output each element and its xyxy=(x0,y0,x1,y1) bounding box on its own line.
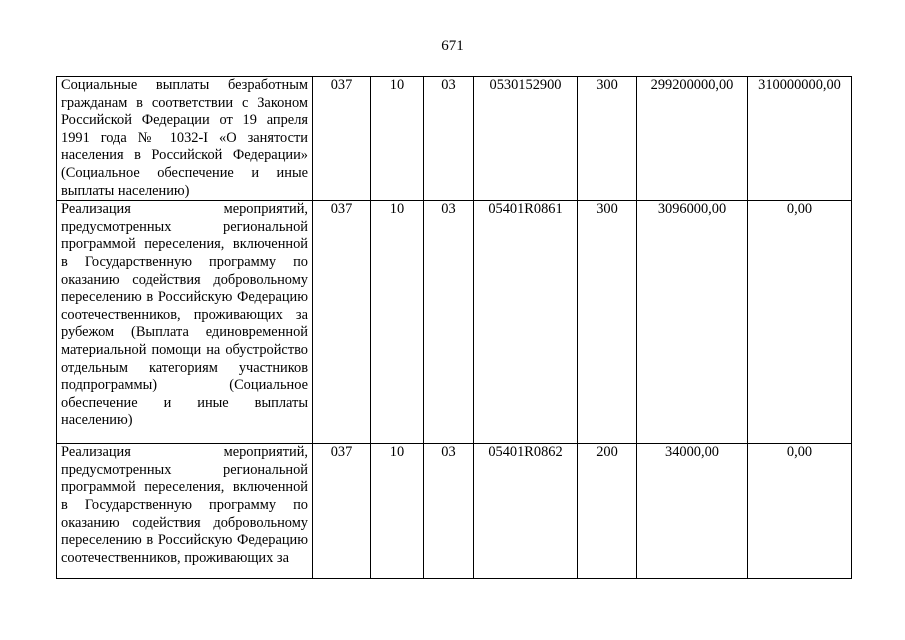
target-article-code: 05401R0862 xyxy=(474,444,578,579)
row-description: Социальные выплаты безработным гражданам в соответствии с Законом Российской Федерации от 19 апреля 1991 года № 1032-I «О занятости населения в Российской Федерации» (Социальное обеспечение и иные выплаты населению) xyxy=(57,77,313,201)
ministry-code: 037 xyxy=(313,201,371,444)
expense-type-code: 200 xyxy=(578,444,637,579)
subsection-code: 03 xyxy=(424,444,474,579)
sum-year1: 299200000,00 xyxy=(637,77,748,201)
budget-table xyxy=(56,76,852,579)
sum-year2: 0,00 xyxy=(748,444,852,579)
table-row xyxy=(57,77,852,201)
sum-year2: 310000000,00 xyxy=(748,77,852,201)
section-code: 10 xyxy=(371,444,424,579)
subsection-code: 03 xyxy=(424,77,474,201)
ministry-code: 037 xyxy=(313,77,371,201)
section-code: 10 xyxy=(371,77,424,201)
sum-year1: 3096000,00 xyxy=(637,201,748,444)
ministry-code: 037 xyxy=(313,444,371,579)
expense-type-code: 300 xyxy=(578,77,637,201)
sum-year1: 34000,00 xyxy=(637,444,748,579)
table-row xyxy=(57,444,852,579)
subsection-code: 03 xyxy=(424,201,474,444)
section-code: 10 xyxy=(371,201,424,444)
row-description: Реализация мероприятий, предусмотренных региональной программой переселения, включенной в Государственную программу по оказанию содействия добровольному переселению в Российскую Федерацию соотечественников, проживающих за рубежом (Выплата единовременной материальной помощи на обустройство отдельным категориям участников подпрограммы) (Социальное обеспечение и иные выплаты населению) xyxy=(57,201,313,444)
page-number: 671 xyxy=(441,38,464,54)
table-row xyxy=(57,201,852,444)
target-article-code: 0530152900 xyxy=(474,77,578,201)
expense-type-code: 300 xyxy=(578,201,637,444)
row-description: Реализация мероприятий, предусмотренных региональной программой переселения, включенной в Государственную программу по оказанию содействия добровольному переселению в Российскую Федерацию соотечественников, проживающих за xyxy=(57,444,313,579)
sum-year2: 0,00 xyxy=(748,201,852,444)
target-article-code: 05401R0861 xyxy=(474,201,578,444)
